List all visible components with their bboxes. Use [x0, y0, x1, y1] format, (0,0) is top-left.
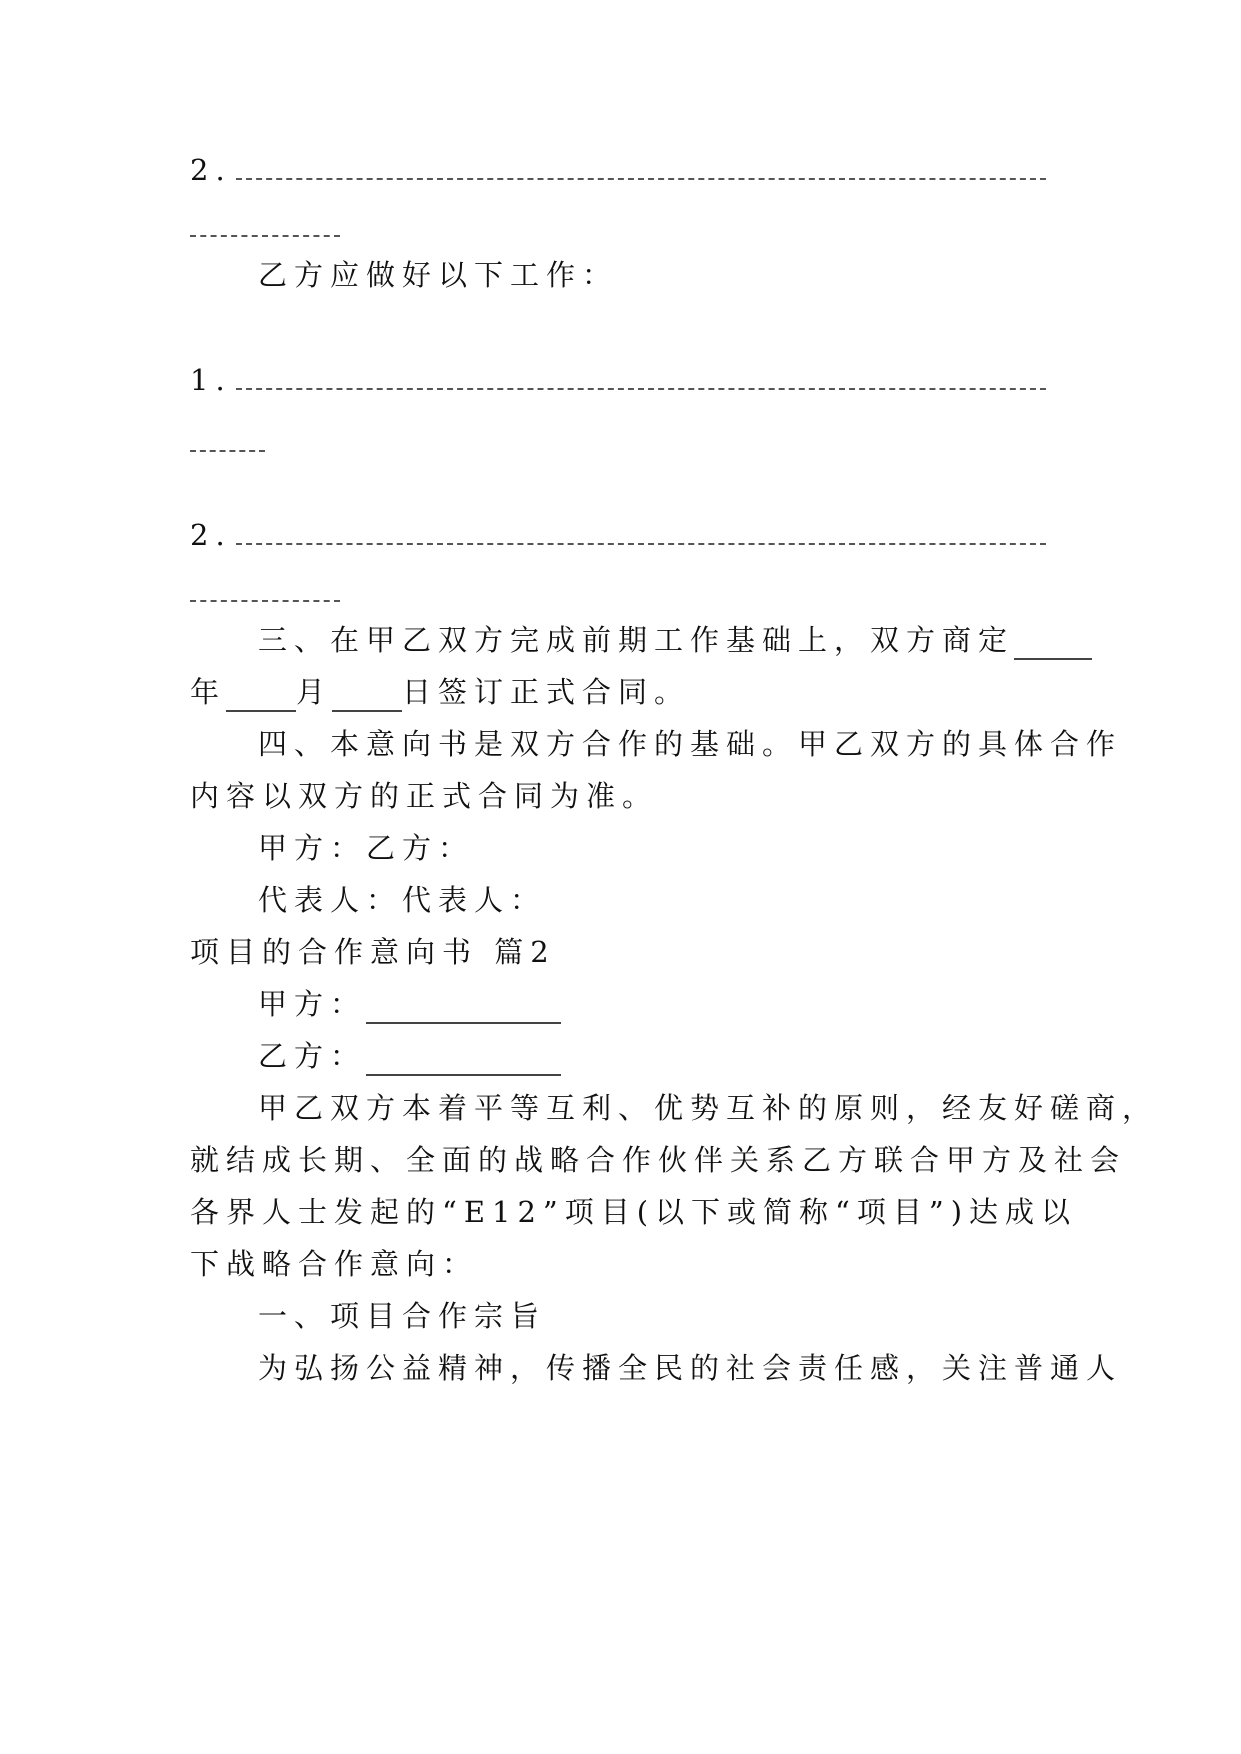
blank-item-2-a [190, 150, 1046, 190]
paragraph-continuation: 下战略合作意向： [190, 1247, 479, 1281]
party-b-blank [366, 1044, 561, 1076]
date-text: 日签订正式合同。 [402, 675, 691, 709]
paragraph-section-3 [258, 620, 1092, 660]
blank-item-2-b [190, 515, 1046, 555]
subsection-heading: 一、项目合作宗旨 [258, 1299, 547, 1333]
paragraph: 甲乙双方本着平等互利、优势互补的原则，经友好磋商， [258, 1091, 1159, 1125]
blank-field-continuation [190, 600, 340, 602]
party-a-line [258, 984, 561, 1024]
paragraph: 为弘扬公益精神，传播全民的社会责任感，关注普通人 [258, 1351, 1123, 1385]
paragraph: 乙方应做好以下工作： [258, 258, 619, 292]
paragraph-continuation: 就结成长期、全面的战略合作伙伴关系乙方联合甲方及社会 [190, 1143, 1127, 1177]
blank-field [236, 386, 1046, 390]
blank-field-continuation [190, 235, 340, 237]
item-number: 1. [190, 363, 232, 397]
year-label: 年 [190, 675, 227, 709]
blank-field-continuation [190, 450, 265, 452]
item-number: 2. [190, 153, 232, 187]
party-a-blank [366, 992, 561, 1024]
section-heading: 项目的合作意向书 篇2 [190, 935, 556, 969]
year-blank [1014, 628, 1092, 660]
party-b-label: 乙方： [258, 1039, 367, 1073]
paragraph-continuation: 内容以双方的正式合同为准。 [190, 779, 659, 813]
month-blank [226, 680, 296, 712]
party-b-line [258, 1036, 561, 1076]
paragraph-continuation: 各界人士发起的“E12”项目(以下或简称“项目”)达成以 [190, 1195, 1078, 1229]
paragraph-section-4: 四、本意向书是双方合作的基础。甲乙双方的具体合作 [258, 727, 1123, 761]
blank-field [236, 176, 1046, 180]
representative-labels: 代表人：代表人： [258, 883, 547, 917]
item-number: 2. [190, 518, 232, 552]
blank-field [236, 541, 1046, 545]
day-blank [332, 680, 402, 712]
blank-item-1 [190, 360, 1046, 400]
party-a-label: 甲方： [258, 987, 367, 1021]
party-labels: 甲方：乙方： [258, 831, 475, 865]
paragraph-text: 三、在甲乙双方完成前期工作基础上，双方商定 [258, 623, 1015, 657]
date-line [190, 672, 690, 712]
month-label: 月 [296, 675, 333, 709]
